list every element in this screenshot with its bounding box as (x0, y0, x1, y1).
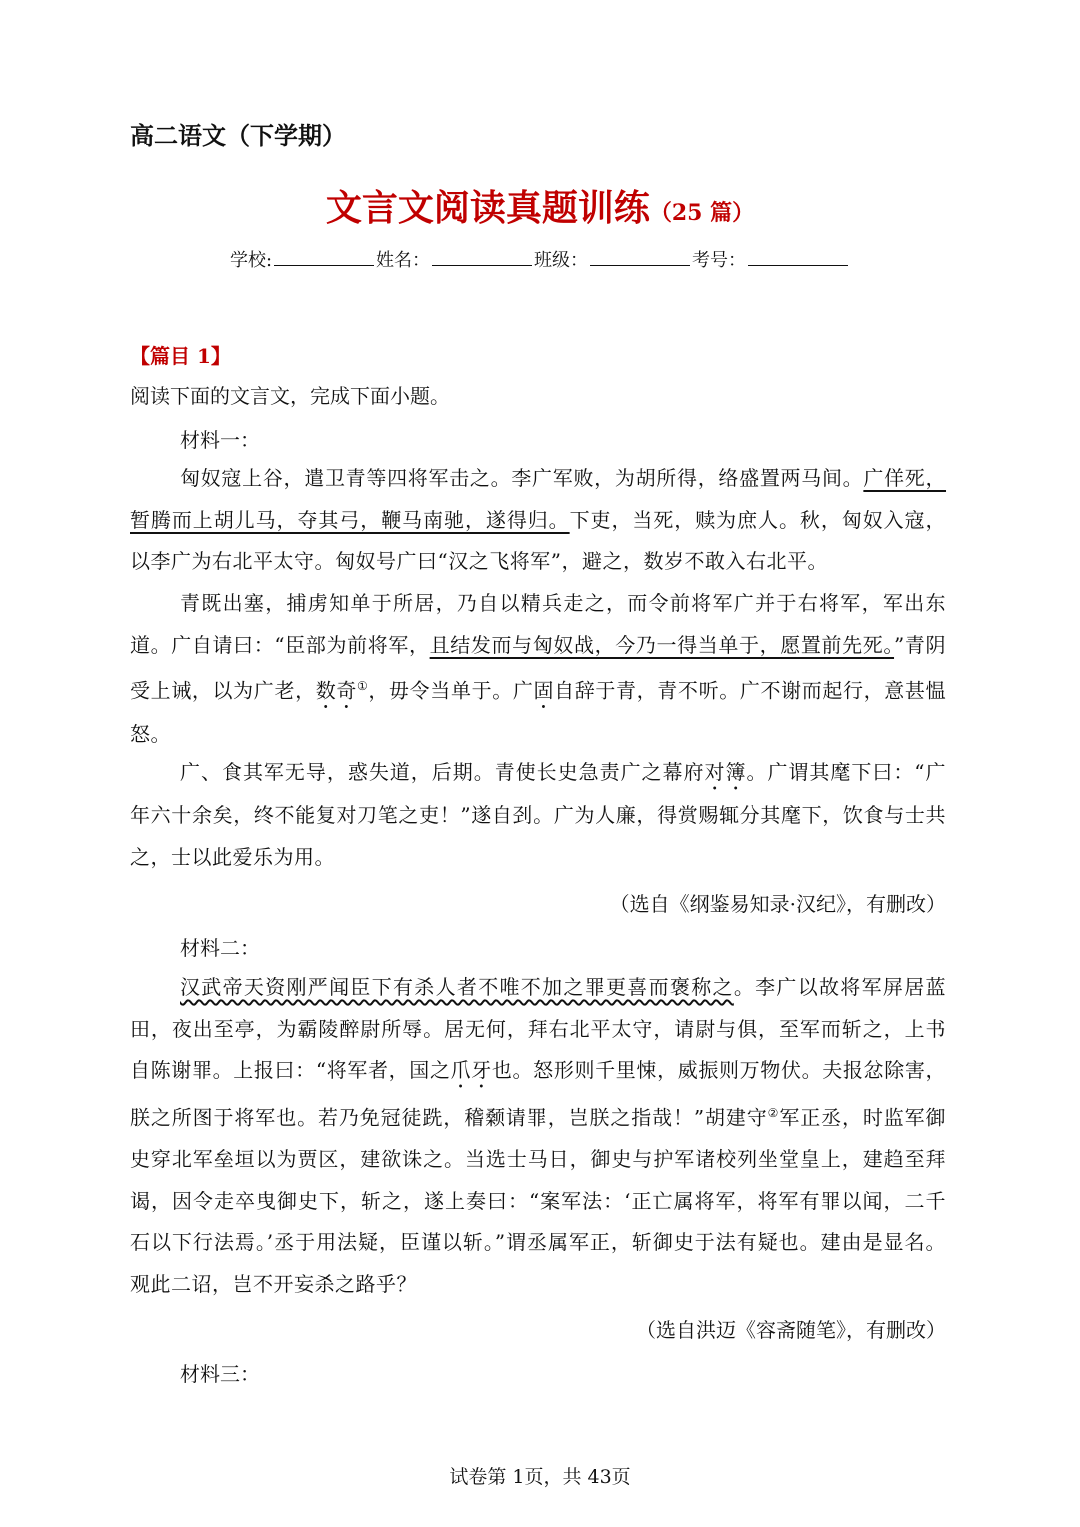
material2-source: （选自洪迈《容斋随笔》，有删改） (636, 1318, 946, 1342)
material1-paragraph-1: 匈奴寇上谷，遣卫青等四将军击之。李广军败，为胡所得，络盛置两马间。广佯死，暂腾而上胡儿马，夺其弓，鞭马南驰，遂得归。下吏，当死，赎为庶人。秋，匈奴入寇，以李广为右北平太守。匈奴号广曰“汉之飞将军”，避之，数岁不敢入右北平。 (130, 466, 947, 573)
material1-label: 材料一： (180, 428, 260, 452)
footnote-mark: ② (767, 1106, 780, 1120)
name-blank[interactable] (432, 249, 532, 266)
school-blank[interactable] (274, 249, 374, 266)
section-tag: 【篇目 1】 (130, 344, 231, 368)
material3-label: 材料三： (180, 1362, 260, 1386)
material2-label: 材料二： (180, 936, 260, 960)
page-footer: 试卷第 1页，共 43页 (449, 1466, 631, 1488)
class-label: 班级： (534, 250, 589, 271)
wavy-underlined-sentence: 汉武帝天资刚严闻臣下有杀人者不唯不加之罪更喜而褒称之 (180, 975, 734, 999)
title-count: （25 篇） (649, 200, 755, 226)
underlined-sentence: 且结发而与匈奴战，今乃一得当单于，愿置前先死。 (429, 632, 895, 657)
school-label: 学校: (229, 250, 273, 271)
dotted-word: 数奇 (315, 678, 357, 703)
exam-no-label: 考号： (692, 250, 747, 271)
material2-paragraph-1: 汉武帝天资刚严闻臣下有杀人者不唯不加之罪更喜而褒称之。李广以故将军屏居蓝田，夜出至亭，为霸陵醉尉所辱。居无何，拜右北平太守，请尉与俱，至军而斩之，上书自陈谢罪。上报曰：“将军者，国之爪牙也。怒形则千里悚，威振则万物伏。夫报忿除害，朕之所图于将军也。若乃免冠徒跣，稽颡请罪，岂朕之指哉！”胡建守②军正丞，时监军御史穿北军垒垣以为贾区，建欲诛之。当选士马日，御史与护军诸校列坐堂皇上，建趋至拜谒，因令走卒曳御史下，斩之，遂上奏曰：“案军法：‘正亡属将军，将军有罪以闻，二千石以下行法焉。’丞于用法疑，臣谨以斩。”谓丞属军正，斩御史于法有疑也。建由是显名。观此二诏，岂不开妄杀之路乎？ (130, 975, 947, 1296)
exam-no-blank[interactable] (748, 249, 848, 266)
student-info-row (0, 246, 1080, 272)
material1-paragraph-3: 广、食其军无导，惑失道，后期。青使长史急责广之幕府对簿。广谓其麾下曰：“广年六十余矣，终不能复对刀笔之吏！”遂自刭。广为人廉，得赏赐辄分其麾下，饮食与士共之，士以此爱乐为用。 (130, 760, 947, 869)
name-label: 姓名： (376, 250, 431, 271)
title-row (0, 180, 1080, 231)
class-blank[interactable] (590, 249, 690, 266)
material1-paragraph-2: 青既出塞，捕虏知单于所居，乃自以精兵走之，而令前将军广并于右将军，军出东道。广自请曰：“臣部为前将军，且结发而与匈奴战，今乃一得当单于，愿置前先死。”青阴受上诫，以为广老，数奇①，毋令当单于。广固自辞于青，青不听。广不谢而起行，意甚愠怒。 (130, 591, 947, 746)
material1-source: （选自《纲鉴易知录·汉纪》，有删改） (609, 892, 946, 916)
dotted-word: 固 (533, 678, 555, 703)
dotted-word: 对簿 (704, 760, 747, 784)
footnote-mark: ① (357, 679, 369, 693)
course-title: 高二语文（下学期） (130, 121, 346, 150)
instruction: 阅读下面的文言文，完成下面小题。 (130, 384, 450, 408)
main-title: 文言文阅读真题训练 (325, 187, 650, 229)
underlined-sentence: 广佯死，暂腾而上胡儿马，夺其弓，鞭马南驰，遂得归。 (130, 466, 947, 532)
dotted-word: 爪牙 (450, 1058, 492, 1082)
